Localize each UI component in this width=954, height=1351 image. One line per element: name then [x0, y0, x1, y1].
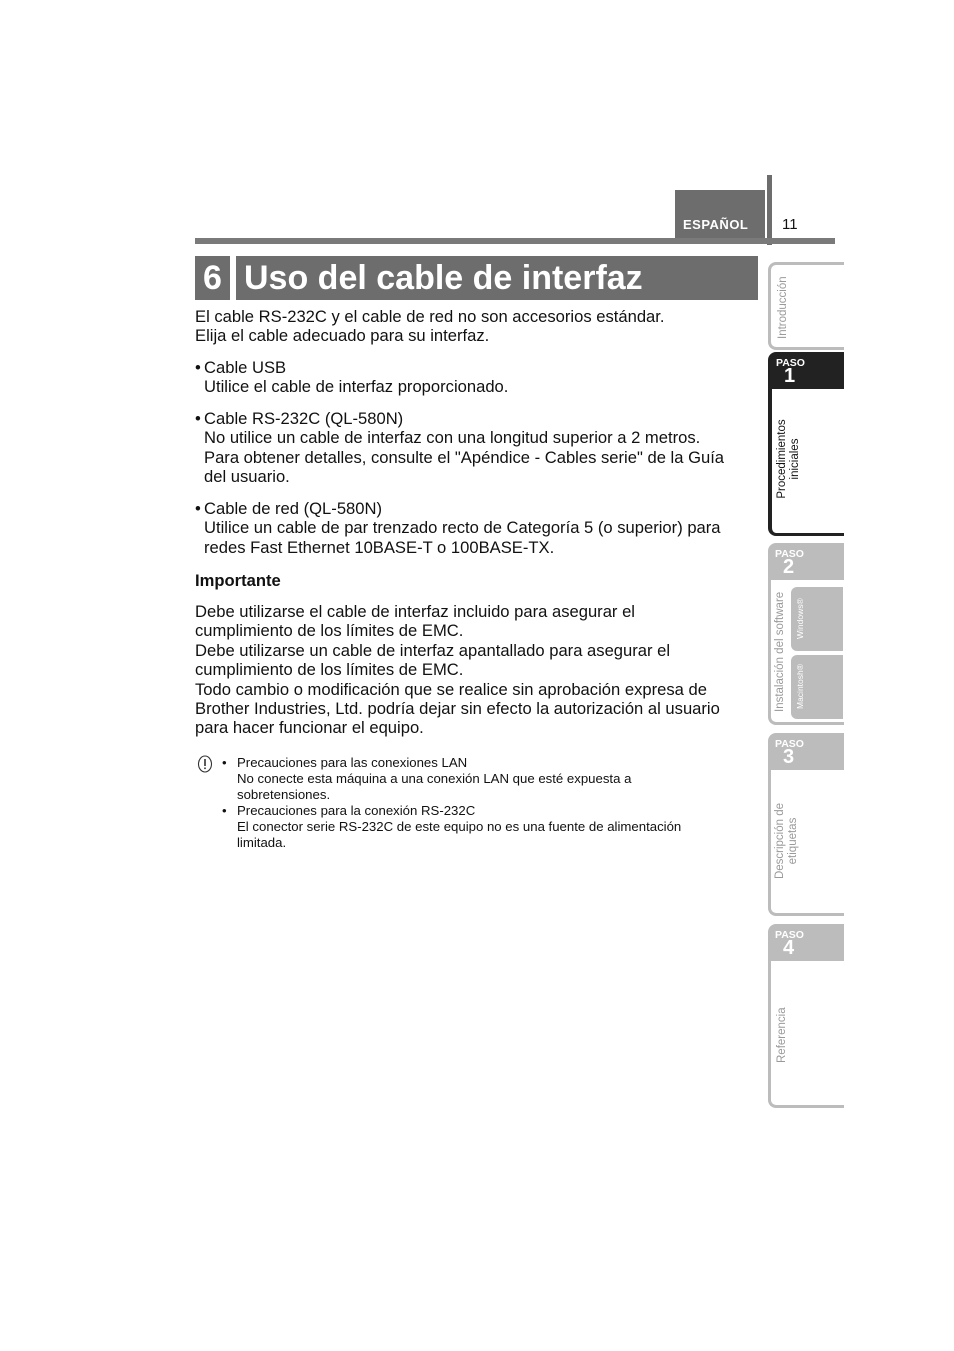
paso-number: 4 [783, 937, 795, 959]
important-line: para hacer funcionar el equipo. [195, 718, 424, 738]
paso-number: 2 [783, 556, 795, 578]
bullet-network [195, 499, 760, 557]
bullet-dot: • [222, 755, 227, 770]
tab-introduccion[interactable] [768, 262, 844, 350]
bullet-line: Utilice el cable de interfaz proporcionado. [204, 377, 509, 397]
tab-paso-4[interactable] [768, 924, 844, 1108]
windows-subtab[interactable] [791, 587, 843, 651]
macintosh-subtab[interactable] [791, 655, 843, 719]
header-rule [195, 238, 835, 244]
paso-label: PASO [775, 548, 804, 560]
important-line: Debe utilizarse un cable de interfaz apantallado para asegurar el [195, 640, 671, 660]
tab-label-line: Descripción de [774, 802, 786, 880]
paso-header [771, 927, 844, 961]
important-line: cumplimiento de los límites de EMC. [195, 660, 464, 680]
bullet-line: Para obtener detalles, consulte el "Apéndice - Cables serie" de la Guía [204, 447, 725, 467]
note-title: Precauciones para la conexión RS-232C [237, 803, 476, 818]
important-line: cumplimiento de los límites de EMC. [195, 621, 464, 641]
note-item [222, 803, 742, 851]
bullet-line: del usuario. [204, 467, 290, 487]
note-title: Precauciones para las conexiones LAN [237, 755, 468, 770]
important-paragraph [195, 602, 760, 738]
tab-label [776, 413, 802, 505]
note-line: sobretensiones. [237, 787, 331, 802]
tab-label-line: Procedimientos [776, 419, 788, 499]
tab-paso-1[interactable] [768, 352, 844, 536]
note-line: El conector serie RS-232C de este equipo no es una fuente de alimentación [237, 819, 682, 834]
bullet-title: Cable USB [204, 358, 287, 377]
intro-paragraph [195, 307, 760, 346]
bullet-line: Utilice un cable de par trenzado recto de Categoría 5 (o superior) para [204, 518, 721, 538]
note-item [222, 755, 742, 803]
paso-number: 1 [784, 365, 796, 387]
bullet-title: Cable de red (QL-580N) [204, 499, 383, 518]
tab-label: Instalación del software [774, 591, 786, 712]
paso-number: 3 [783, 746, 795, 768]
caution-icon [197, 755, 213, 773]
important-line: Todo cambio o modificación que se realice sin aprobación expresa de [195, 679, 707, 699]
bullet-dot: • [195, 499, 201, 518]
important-line: Debe utilizarse el cable de interfaz incluido para asegurar el [195, 602, 635, 621]
paso-label: PASO [775, 929, 804, 941]
tab-label [774, 796, 800, 886]
language-label: ESPAÑOL [683, 217, 749, 232]
paso-label: PASO [776, 357, 805, 369]
bullet-dot: • [222, 803, 227, 818]
bullet-usb [195, 358, 760, 397]
section-title: Uso del cable de interfaz [236, 256, 758, 300]
bullet-rs232c [195, 409, 760, 487]
tab-paso-3[interactable] [768, 733, 844, 916]
tab-label-line: etiquetas [787, 817, 799, 865]
page-number: 11 [782, 216, 798, 233]
paso-header [771, 736, 844, 770]
tab-label-line: iniciales [789, 438, 801, 480]
paso-header [772, 355, 844, 389]
bullet-title: Cable RS-232C (QL-580N) [204, 409, 404, 428]
note-line: No conecte esta máquina a una conexión LAN que esté expuesta a [237, 771, 632, 786]
macintosh-label: Macintosh® [795, 663, 805, 709]
intro-line: El cable RS-232C y el cable de red no son accesorios estándar. [195, 307, 665, 326]
bullet-dot: • [195, 358, 201, 377]
tab-label: Introducción [777, 276, 789, 339]
language-tab [675, 190, 765, 238]
windows-label: Windows® [795, 598, 805, 639]
important-line: Brother Industries, Ltd. podría dejar sin efecto la autorización al usuario [195, 699, 720, 719]
paso-label: PASO [775, 738, 804, 750]
bullet-dot: • [195, 409, 201, 428]
header-divider [767, 175, 772, 245]
paso-header [771, 546, 844, 580]
bullet-line: No utilice un cable de interfaz con una longitud superior a 2 metros. [204, 428, 701, 448]
intro-line: Elija el cable adecuado para su interfaz. [195, 326, 490, 346]
tab-paso-2[interactable] [768, 543, 844, 725]
bullet-line: redes Fast Ethernet 10BASE-T o 100BASE-TX. [204, 537, 555, 557]
note-box [222, 755, 742, 851]
tab-label: Referencia [776, 1007, 788, 1063]
section-number: 6 [195, 256, 230, 300]
note-line: limitada. [237, 835, 287, 850]
important-heading: Importante [195, 571, 281, 590]
